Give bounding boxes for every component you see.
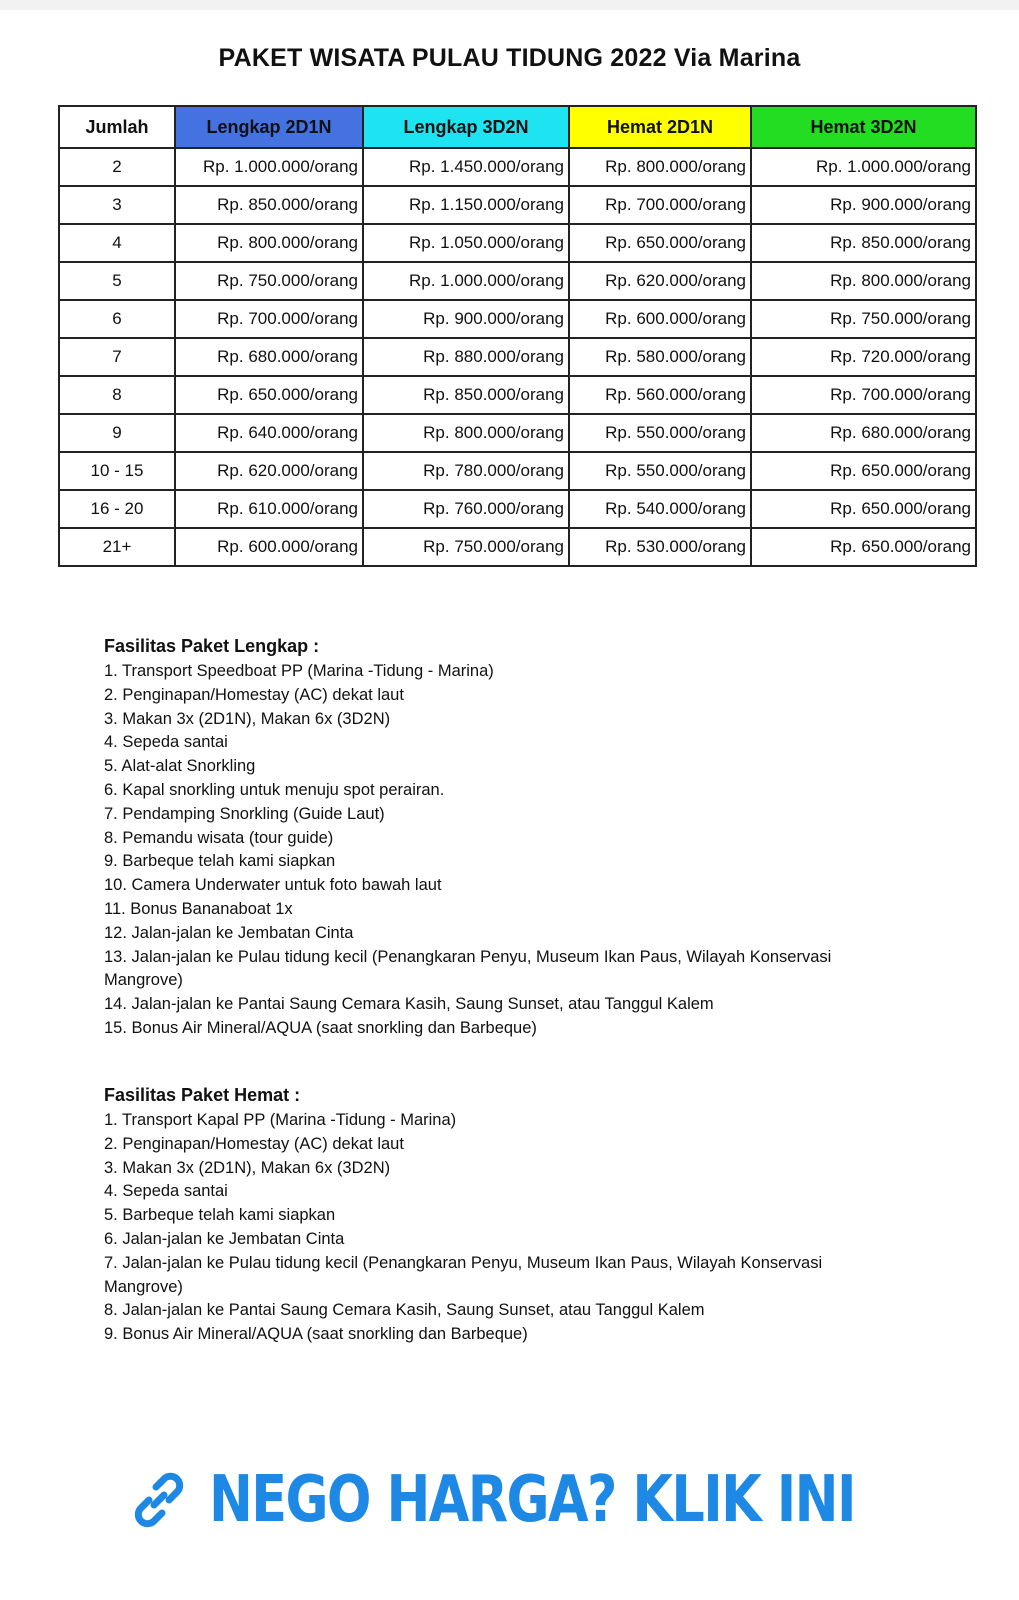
price-cell: Rp. 650.000/orang bbox=[569, 224, 751, 262]
table-row bbox=[59, 452, 976, 490]
nego-harga-label: NEGO HARGA? KLIK INI bbox=[209, 1463, 856, 1537]
list-item: 15. Bonus Air Mineral/AQUA (saat snorkling dan Barbeque) bbox=[104, 1018, 537, 1037]
nego-harga-link[interactable] bbox=[0, 1455, 1019, 1545]
price-cell: Rp. 850.000/orang bbox=[751, 224, 976, 262]
list-item: 8. Pemandu wisata (tour guide) bbox=[104, 828, 334, 847]
jumlah-cell: 8 bbox=[59, 376, 175, 414]
price-cell: Rp. 850.000/orang bbox=[363, 376, 569, 414]
price-cell: Rp. 540.000/orang bbox=[569, 490, 751, 528]
jumlah-cell: 6 bbox=[59, 300, 175, 338]
jumlah-cell: 3 bbox=[59, 186, 175, 224]
price-cell: Rp. 800.000/orang bbox=[363, 414, 569, 452]
price-cell: Rp. 580.000/orang bbox=[569, 338, 751, 376]
column-header: Jumlah bbox=[59, 106, 175, 148]
jumlah-cell: 16 - 20 bbox=[59, 490, 175, 528]
table-row bbox=[59, 300, 976, 338]
price-cell: Rp. 650.000/orang bbox=[751, 452, 976, 490]
column-header: Hemat 3D2N bbox=[751, 106, 976, 148]
list-item: 13. Jalan-jalan ke Pulau tidung kecil (Penangkaran Penyu, Museum Ikan Paus, Wilayah Konservasi Mangrove) bbox=[104, 947, 832, 990]
jumlah-cell: 5 bbox=[59, 262, 175, 300]
table-row bbox=[59, 262, 976, 300]
price-cell: Rp. 650.000/orang bbox=[751, 490, 976, 528]
lengkap-facility-list bbox=[104, 660, 904, 1041]
price-cell: Rp. 1.150.000/orang bbox=[363, 186, 569, 224]
hemat-facility-list bbox=[104, 1109, 904, 1347]
price-cell: Rp. 700.000/orang bbox=[569, 186, 751, 224]
price-cell: Rp. 900.000/orang bbox=[363, 300, 569, 338]
table-row bbox=[59, 376, 976, 414]
price-cell: Rp. 780.000/orang bbox=[363, 452, 569, 490]
list-item: 7. Pendamping Snorkling (Guide Laut) bbox=[104, 804, 385, 823]
price-cell: Rp. 700.000/orang bbox=[751, 376, 976, 414]
list-item: 5. Barbeque telah kami siapkan bbox=[104, 1206, 336, 1225]
list-item: 1. Transport Speedboat PP (Marina -Tidung - Marina) bbox=[104, 662, 494, 680]
list-item: 12. Jalan-jalan ke Jembatan Cinta bbox=[104, 923, 354, 942]
jumlah-cell: 10 - 15 bbox=[59, 452, 175, 490]
price-cell: Rp. 530.000/orang bbox=[569, 528, 751, 566]
list-item: 7. Jalan-jalan ke Pulau tidung kecil (Penangkaran Penyu, Museum Ikan Paus, Wilayah Konservasi Mangrove) bbox=[104, 1253, 823, 1296]
list-item: 10. Camera Underwater untuk foto bawah laut bbox=[104, 876, 442, 895]
table-row bbox=[59, 224, 976, 262]
price-cell: Rp. 700.000/orang bbox=[175, 300, 363, 338]
price-cell: Rp. 620.000/orang bbox=[569, 262, 751, 300]
price-cell: Rp. 560.000/orang bbox=[569, 376, 751, 414]
price-cell: Rp. 640.000/orang bbox=[175, 414, 363, 452]
list-item: 6. Jalan-jalan ke Jembatan Cinta bbox=[104, 1229, 345, 1248]
lengkap-title: Fasilitas Paket Lengkap : bbox=[104, 636, 320, 656]
hemat-title: Fasilitas Paket Hemat : bbox=[104, 1085, 301, 1105]
price-cell: Rp. 720.000/orang bbox=[751, 338, 976, 376]
price-cell: Rp. 900.000/orang bbox=[751, 186, 976, 224]
price-cell: Rp. 750.000/orang bbox=[363, 528, 569, 566]
list-item: 2. Penginapan/Homestay (AC) dekat laut bbox=[104, 685, 404, 704]
list-item: 6. Kapal snorkling untuk menuju spot perairan. bbox=[104, 780, 445, 799]
price-cell: Rp. 620.000/orang bbox=[175, 452, 363, 490]
price-cell: Rp. 880.000/orang bbox=[363, 338, 569, 376]
list-item: 14. Jalan-jalan ke Pantai Saung Cemara Kasih, Saung Sunset, atau Tanggul Kalem bbox=[104, 995, 714, 1014]
column-header: Lengkap 3D2N bbox=[363, 106, 569, 148]
jumlah-cell: 2 bbox=[59, 148, 175, 186]
price-cell: Rp. 550.000/orang bbox=[569, 452, 751, 490]
page-title: PAKET WISATA PULAU TIDUNG 2022 Via Marina bbox=[218, 44, 801, 72]
list-item: 4. Sepeda santai bbox=[104, 1182, 228, 1201]
list-item: 4. Sepeda santai bbox=[104, 733, 228, 752]
price-cell: Rp. 750.000/orang bbox=[751, 300, 976, 338]
price-cell: Rp. 600.000/orang bbox=[175, 528, 363, 566]
jumlah-cell: 9 bbox=[59, 414, 175, 452]
price-cell: Rp. 1.000.000/orang bbox=[363, 262, 569, 300]
list-item: 8. Jalan-jalan ke Pantai Saung Cemara Kasih, Saung Sunset, atau Tanggul Kalem bbox=[104, 1301, 705, 1320]
price-cell: Rp. 680.000/orang bbox=[751, 414, 976, 452]
price-cell: Rp. 850.000/orang bbox=[175, 186, 363, 224]
table-row bbox=[59, 414, 976, 452]
list-item: 3. Makan 3x (2D1N), Makan 6x (3D2N) bbox=[104, 1158, 391, 1177]
jumlah-cell: 21+ bbox=[59, 528, 175, 566]
jumlah-cell: 7 bbox=[59, 338, 175, 376]
price-cell: Rp. 550.000/orang bbox=[569, 414, 751, 452]
price-cell: Rp. 610.000/orang bbox=[175, 490, 363, 528]
table-row bbox=[59, 186, 976, 224]
price-cell: Rp. 1.000.000/orang bbox=[751, 148, 976, 186]
table-body bbox=[59, 148, 976, 566]
price-cell: Rp. 680.000/orang bbox=[175, 338, 363, 376]
list-item: 1. Transport Kapal PP (Marina -Tidung - Marina) bbox=[104, 1111, 457, 1129]
table-row bbox=[59, 148, 976, 186]
price-table bbox=[58, 105, 977, 567]
price-cell: Rp. 750.000/orang bbox=[175, 262, 363, 300]
price-cell: Rp. 600.000/orang bbox=[569, 300, 751, 338]
table-row bbox=[59, 528, 976, 566]
column-header: Hemat 2D1N bbox=[569, 106, 751, 148]
list-item: 3. Makan 3x (2D1N), Makan 6x (3D2N) bbox=[104, 709, 391, 728]
price-cell: Rp. 760.000/orang bbox=[363, 490, 569, 528]
price-cell: Rp. 1.450.000/orang bbox=[363, 148, 569, 186]
list-item: 9. Barbeque telah kami siapkan bbox=[104, 852, 336, 871]
jumlah-cell: 4 bbox=[59, 224, 175, 262]
price-cell: Rp. 800.000/orang bbox=[751, 262, 976, 300]
price-cell: Rp. 1.000.000/orang bbox=[175, 148, 363, 186]
list-item: 11. Bonus Bananaboat 1x bbox=[104, 899, 293, 918]
price-cell: Rp. 650.000/orang bbox=[751, 528, 976, 566]
table-row bbox=[59, 338, 976, 376]
list-item: 2. Penginapan/Homestay (AC) dekat laut bbox=[104, 1134, 404, 1153]
list-item: 9. Bonus Air Mineral/AQUA (saat snorkling dan Barbeque) bbox=[104, 1325, 528, 1344]
price-cell: Rp. 650.000/orang bbox=[175, 376, 363, 414]
price-cell: Rp. 800.000/orang bbox=[175, 224, 363, 262]
column-header: Lengkap 2D1N bbox=[175, 106, 363, 148]
top-strip bbox=[0, 0, 1019, 10]
price-cell: Rp. 1.050.000/orang bbox=[363, 224, 569, 262]
table-header-row bbox=[59, 106, 976, 148]
link-icon bbox=[127, 1468, 191, 1532]
table-row bbox=[59, 490, 976, 528]
list-item: 5. Alat-alat Snorkling bbox=[104, 757, 256, 776]
price-cell: Rp. 800.000/orang bbox=[569, 148, 751, 186]
